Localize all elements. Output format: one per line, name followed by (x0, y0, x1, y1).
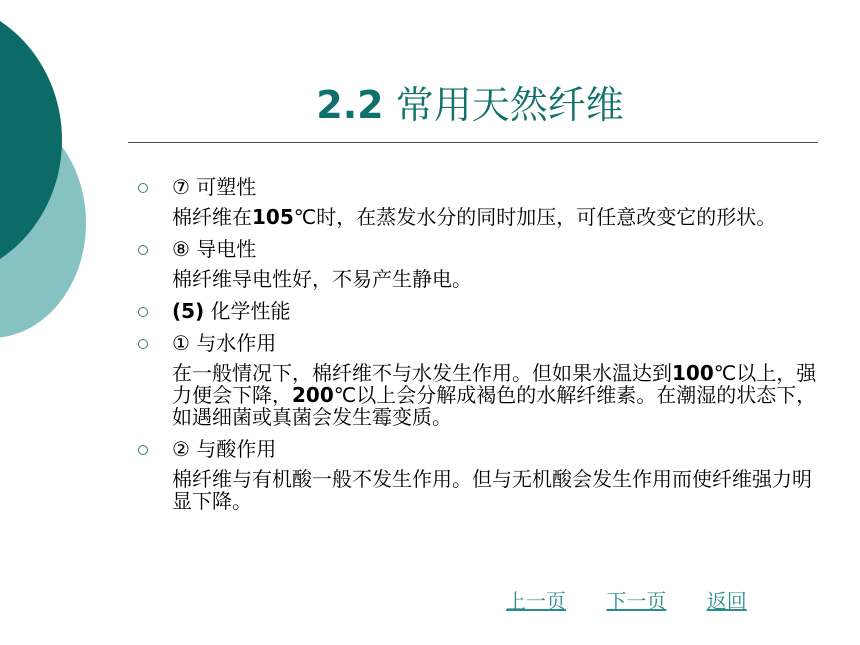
item-heading: ⑧ 导电性 (172, 237, 257, 261)
next-page-link[interactable]: 下一页 (606, 589, 667, 613)
item-heading: ② 与酸作用 (172, 437, 277, 461)
item-heading (172, 300, 818, 322)
body-number: 200 (292, 383, 334, 407)
list-item-chemical-properties (138, 300, 818, 322)
body-text: 在一般情况下，棉纤维不与水发生作用。但如果水温达到 (172, 361, 672, 385)
body-text: 棉纤维在 (172, 205, 252, 229)
title-text: 常用天然纤维 (395, 83, 624, 127)
list-item-water-reaction (138, 332, 818, 428)
title-divider (128, 142, 818, 143)
bullet-circle-icon (138, 307, 148, 317)
body-text: ℃时，在蒸发水分的同时加压，可任意改变它的形状。 (293, 205, 777, 229)
back-link[interactable]: 返回 (706, 589, 747, 613)
item-body: 棉纤维与有机酸一般不发生作用。但与无机酸会发生作用而使纤维强力明显下降。 (172, 467, 812, 513)
list-item-acid-reaction (138, 438, 818, 512)
bullet-circle-icon (138, 339, 148, 349)
prev-page-link[interactable]: 上一页 (506, 589, 566, 613)
bullet-circle-icon (138, 183, 148, 193)
heading-text: 化学性能 (204, 299, 291, 323)
item-heading: ① 与水作用 (172, 331, 277, 355)
list-item-plasticity (138, 176, 818, 228)
content-body (138, 176, 818, 522)
body-number: 105 (252, 205, 294, 229)
body-number: 100 (672, 361, 714, 385)
heading-number: (5) (172, 299, 205, 323)
slide-navigation (506, 585, 747, 614)
body-text: ℃以上会分解成褐色的水解纤维素。在潮湿的状态下，如遇细菌或真菌会发生霉变质。 (172, 383, 817, 429)
list-item-conductivity (138, 238, 818, 290)
body-text: ℃以上，强力便会下降， (172, 361, 817, 407)
title-number: 2.2 (316, 83, 384, 127)
bullet-circle-icon (138, 445, 148, 455)
item-heading: ⑦ 可塑性 (172, 175, 257, 199)
bullet-circle-icon (138, 245, 148, 255)
page-title (150, 80, 790, 130)
item-body (172, 362, 818, 428)
item-body: 棉纤维导电性好，不易产生静电。 (172, 267, 472, 291)
item-body (172, 206, 818, 228)
